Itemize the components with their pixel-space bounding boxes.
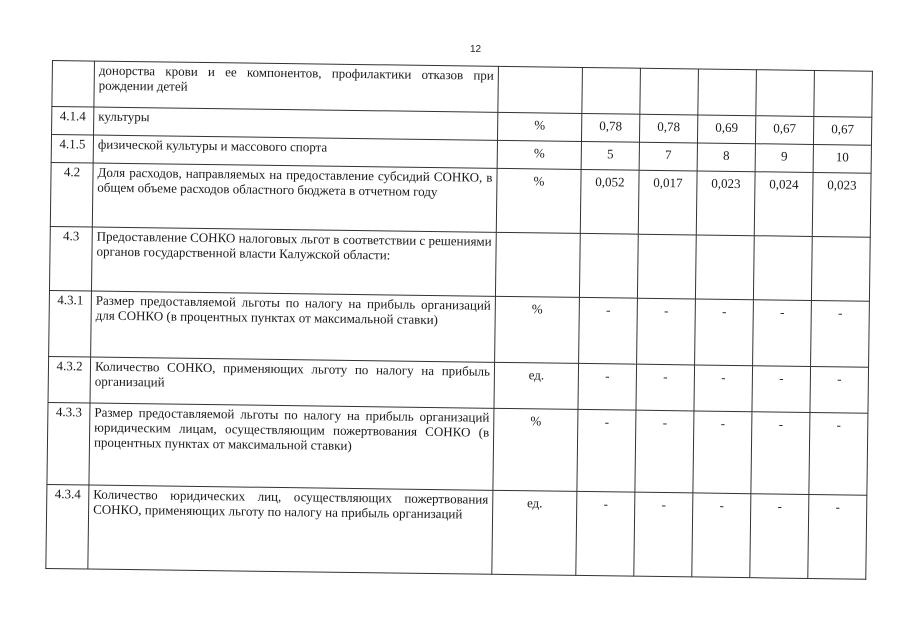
indicators-table-wrapper bbox=[45, 60, 872, 580]
indicators-table bbox=[45, 60, 873, 580]
row-value: - bbox=[637, 298, 696, 365]
row-value: 0,017 bbox=[638, 170, 697, 235]
row-description: Количество юридических лиц, осуществляющих пожертвования СОНКО, применяющих льготу по налогу на прибыль организаций bbox=[88, 485, 493, 574]
row-value: - bbox=[750, 494, 809, 579]
row-value bbox=[640, 68, 699, 115]
row-value: - bbox=[577, 409, 636, 492]
row-value bbox=[753, 236, 812, 301]
row-value: - bbox=[694, 365, 753, 412]
row-value: - bbox=[809, 412, 868, 495]
table-row bbox=[46, 484, 867, 579]
row-value: 0,78 bbox=[639, 114, 697, 143]
page-number: 12 bbox=[470, 44, 482, 55]
row-unit: % bbox=[497, 140, 581, 169]
row-value: 0,67 bbox=[755, 116, 813, 145]
row-number: 4.3 bbox=[49, 226, 92, 291]
row-unit: % bbox=[497, 112, 581, 141]
table-row bbox=[50, 162, 871, 237]
row-unit: ед. bbox=[494, 362, 579, 409]
row-value: - bbox=[810, 366, 869, 413]
row-value: - bbox=[752, 366, 811, 413]
row-number: 4.3.4 bbox=[46, 484, 89, 569]
row-unit: ед. bbox=[492, 490, 577, 575]
row-value: - bbox=[753, 300, 812, 367]
row-value bbox=[637, 234, 696, 299]
row-value: 5 bbox=[581, 141, 639, 170]
row-value: - bbox=[576, 491, 635, 576]
row-description: Размер предоставляемой льготы по налогу на прибыль организаций юридическим лицам, осуществляющим пожертвования СОНКО (в процентных пунктах от максимальной ставки) bbox=[89, 403, 494, 490]
row-value: - bbox=[808, 494, 867, 579]
row-value: - bbox=[692, 493, 751, 578]
table-row bbox=[47, 402, 868, 495]
row-description: донорства крови и ее компонентов, профилактики отказов при рождении детей bbox=[94, 61, 499, 112]
row-value: 8 bbox=[697, 143, 755, 172]
row-value: 0,78 bbox=[581, 113, 639, 142]
row-value bbox=[582, 67, 641, 114]
row-value: - bbox=[693, 411, 752, 494]
row-unit: % bbox=[493, 408, 578, 491]
row-description: Размер предоставляемой льготы по налогу на прибыль организаций для СОНКО (в процентных пунктах от максимальной ставки) bbox=[91, 291, 496, 362]
row-value bbox=[814, 70, 873, 117]
row-number: 4.3.3 bbox=[47, 402, 90, 485]
row-value: - bbox=[578, 363, 637, 410]
row-description: Доля расходов, направляемых на предоставление субсидий СОНКО, в общем объеме расходов областного бюджета в отчетном году bbox=[92, 163, 497, 232]
row-value: 0,67 bbox=[813, 116, 871, 145]
row-number: 4.1.4 bbox=[52, 107, 94, 136]
row-number: 4.1.5 bbox=[51, 135, 93, 164]
row-value: - bbox=[636, 364, 695, 411]
row-number: 4.3.1 bbox=[49, 290, 92, 357]
row-value: 10 bbox=[813, 144, 871, 173]
row-value bbox=[811, 236, 870, 301]
table-row bbox=[49, 290, 870, 367]
row-number: 4.3.2 bbox=[48, 356, 91, 403]
row-unit bbox=[495, 232, 580, 297]
row-value bbox=[756, 70, 815, 117]
row-value bbox=[695, 235, 754, 300]
row-value: - bbox=[695, 299, 754, 366]
row-value: - bbox=[635, 410, 694, 493]
row-value: 0,69 bbox=[697, 115, 755, 144]
table-row bbox=[49, 226, 870, 301]
row-value: - bbox=[811, 300, 870, 367]
row-value: - bbox=[579, 297, 638, 364]
row-description: Количество СОНКО, применяющих льготу по налогу на прибыль организаций bbox=[90, 357, 495, 408]
row-value: 0,023 bbox=[812, 172, 871, 237]
row-value bbox=[698, 69, 757, 116]
row-value: 0,023 bbox=[696, 171, 755, 236]
row-description: физической культуры и массового спорта bbox=[93, 135, 497, 168]
row-value: 7 bbox=[639, 142, 697, 171]
row-unit: % bbox=[496, 168, 581, 233]
row-number bbox=[52, 61, 95, 108]
row-unit: % bbox=[495, 296, 580, 363]
row-unit bbox=[498, 66, 583, 113]
row-value: - bbox=[751, 412, 810, 495]
row-description: культуры bbox=[94, 107, 498, 140]
row-value: - bbox=[634, 492, 693, 577]
row-value: 0,024 bbox=[754, 172, 813, 237]
row-value: 0,052 bbox=[580, 169, 639, 234]
row-description: Предоставление СОНКО налоговых льгот в соответствии с решениями органов государственной власти Калужской области: bbox=[91, 227, 496, 296]
row-number: 4.2 bbox=[50, 162, 93, 227]
row-value bbox=[579, 233, 638, 298]
row-value: 9 bbox=[755, 144, 813, 173]
